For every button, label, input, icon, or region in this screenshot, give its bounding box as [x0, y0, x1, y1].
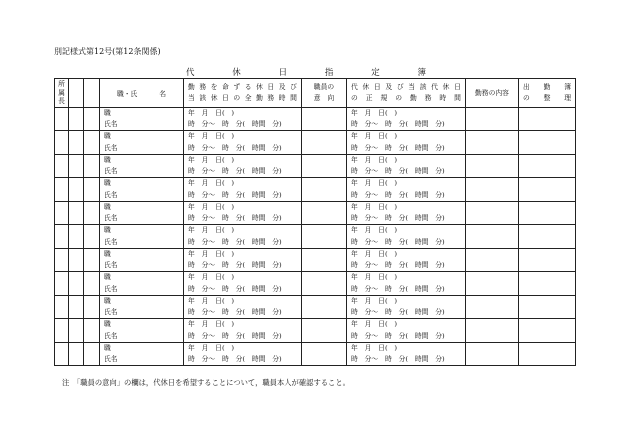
ledger-row — [55, 131, 576, 154]
name-label: 氏名 — [104, 284, 118, 293]
blank-cell — [84, 201, 100, 224]
header-details-line: 勤務の内容 — [475, 88, 509, 97]
ledger-row — [55, 178, 576, 201]
time-line: 時 分～ 時 分( 時間 分) — [188, 167, 282, 176]
ordered-work-cell — [184, 201, 302, 224]
header-char: 全 — [244, 94, 252, 102]
blank-cell — [69, 108, 84, 131]
form-reference: 別記様式第12号(第12条関係) — [54, 47, 161, 56]
ledger-keeping-cell — [519, 225, 576, 248]
department-head-cell — [55, 319, 69, 342]
blank-cell — [69, 248, 84, 271]
department-head-cell — [55, 295, 69, 318]
ledger-keeping-cell — [519, 131, 576, 154]
header-blank-2 — [84, 79, 100, 108]
header-char: 属 — [58, 88, 65, 97]
header-ledger-line — [523, 93, 571, 104]
name-lines — [100, 319, 183, 341]
work-lines — [184, 225, 301, 247]
date-line: 年 月 日( ) — [188, 296, 235, 305]
header-work-line — [188, 82, 297, 93]
date-line: 年 月 日( ) — [188, 273, 235, 282]
header-intent-line: 職員の — [313, 83, 335, 91]
substitute-lines — [347, 131, 465, 153]
work-lines — [184, 131, 301, 153]
ledger-keeping-cell — [519, 108, 576, 131]
date-line: 年 月 日( ) — [351, 320, 398, 329]
blank-cell — [69, 131, 84, 154]
date-line: 年 月 日( ) — [351, 155, 398, 164]
substitute-holiday-cell — [347, 248, 466, 271]
employee-intent-cell — [302, 201, 347, 224]
post-label: 職 — [104, 132, 111, 141]
blank-cell — [69, 154, 84, 177]
header-char: る — [244, 83, 252, 91]
department-head-cell — [55, 201, 69, 224]
time-line: 時 分～ 時 分( 時間 分) — [188, 331, 282, 340]
substitute-lines — [347, 296, 465, 318]
header-char: 簿 — [564, 83, 571, 91]
header-char: 務 — [199, 83, 207, 91]
ledger-row — [55, 319, 576, 342]
header-char: 当 — [408, 83, 416, 91]
header-char: の — [523, 94, 530, 102]
ordered-work-cell — [184, 272, 302, 295]
name-lines — [100, 249, 183, 271]
header-char: 間 — [454, 94, 461, 102]
employee-intent-cell — [302, 131, 347, 154]
header-char: 日 — [373, 83, 381, 91]
name-lines — [100, 296, 183, 318]
substitute-holiday-cell — [347, 342, 466, 365]
work-details-cell — [466, 319, 519, 342]
post-label: 職 — [104, 155, 111, 164]
department-head-cell — [55, 342, 69, 365]
header-char: 勤 — [543, 83, 551, 91]
employee-intent-cell — [302, 225, 347, 248]
header-char: 代 — [431, 83, 438, 91]
header-blank-1 — [69, 79, 84, 108]
header-ordered-work — [184, 79, 302, 108]
ordered-work-cell — [184, 342, 302, 365]
department-head-cell — [55, 154, 69, 177]
ordered-work-cell — [184, 295, 302, 318]
header-name-part: 職・氏 — [116, 90, 138, 98]
header-char: 及 — [278, 83, 286, 91]
date-line: 年 月 日( ) — [351, 296, 398, 305]
blank-cell — [69, 178, 84, 201]
post-label: 職 — [104, 202, 111, 211]
blank-cell — [69, 319, 84, 342]
date-line: 年 月 日( ) — [188, 343, 235, 352]
blank-cell — [84, 319, 100, 342]
ledger-keeping-cell — [519, 342, 576, 365]
date-line: 年 月 日( ) — [351, 109, 398, 117]
ledger-keeping-cell — [519, 248, 576, 271]
employee-intent-cell — [302, 272, 347, 295]
employee-intent-cell — [302, 108, 347, 131]
work-lines — [184, 108, 301, 130]
name-cell — [100, 154, 184, 177]
employee-intent-cell — [302, 295, 347, 318]
header-char: 出 — [523, 83, 530, 91]
time-line: 時 分～ 時 分( 時間 分) — [351, 143, 445, 152]
name-lines — [100, 178, 183, 200]
post-label: 職 — [104, 179, 111, 188]
post-label: 職 — [104, 343, 111, 352]
name-lines — [100, 272, 183, 294]
header-char: 長 — [58, 97, 65, 106]
time-line: 時 分～ 時 分( 時間 分) — [351, 331, 445, 340]
ledger-keeping-cell — [519, 272, 576, 295]
blank-cell — [84, 178, 100, 201]
substitute-lines — [347, 202, 465, 224]
header-char: 整 — [543, 94, 551, 102]
date-line: 年 月 日( ) — [188, 320, 235, 329]
header-char: 休 — [256, 83, 263, 91]
blank-cell — [84, 154, 100, 177]
date-line: 年 月 日( ) — [351, 179, 398, 188]
blank-cell — [84, 295, 100, 318]
time-line: 時 分～ 時 分( 時間 分) — [351, 214, 445, 223]
title-char: 簿 — [417, 68, 426, 78]
ledger-keeping-cell — [519, 201, 576, 224]
ordered-work-cell — [184, 154, 302, 177]
date-line: 年 月 日( ) — [188, 155, 235, 164]
header-char: 務 — [267, 94, 275, 102]
header-char: 勤 — [188, 83, 195, 91]
name-lines — [100, 202, 183, 224]
employee-intent-cell — [302, 248, 347, 271]
header-char: を — [210, 83, 218, 91]
substitute-holiday-ledger-table — [54, 78, 576, 366]
date-line: 年 月 日( ) — [188, 226, 235, 235]
name-label: 氏名 — [104, 190, 118, 199]
name-cell — [100, 201, 184, 224]
substitute-holiday-cell — [347, 154, 466, 177]
work-lines — [184, 202, 301, 224]
header-char: の — [395, 94, 402, 102]
name-cell — [100, 131, 184, 154]
substitute-lines — [347, 178, 465, 200]
time-line: 時 分～ 時 分( 時間 分) — [188, 308, 282, 317]
post-label: 職 — [104, 320, 111, 329]
time-line: 時 分～ 時 分( 時間 分) — [351, 284, 445, 293]
blank-cell — [84, 248, 100, 271]
work-details-cell — [466, 295, 519, 318]
substitute-holiday-cell — [347, 272, 466, 295]
blank-cell — [84, 272, 100, 295]
header-char: 休 — [362, 83, 370, 91]
header-work-details — [466, 79, 519, 108]
name-lines — [100, 343, 183, 365]
name-cell — [100, 108, 184, 131]
time-line: 時 分～ 時 分( 時間 分) — [351, 190, 445, 199]
department-head-cell — [55, 248, 69, 271]
ledger-keeping-cell — [519, 295, 576, 318]
work-details-cell — [466, 225, 519, 248]
ledger-row — [55, 248, 576, 271]
time-line: 時 分～ 時 分( 時間 分) — [188, 284, 282, 293]
post-label: 職 — [104, 226, 111, 235]
header-char: 間 — [290, 94, 297, 102]
header-char: び — [290, 83, 297, 91]
header-char: 勤 — [256, 94, 263, 102]
header-ledger-keeping — [519, 79, 576, 108]
substitute-holiday-cell — [347, 319, 466, 342]
name-lines — [100, 225, 183, 247]
time-line: 時 分～ 時 分( 時間 分) — [188, 261, 282, 270]
name-cell — [100, 295, 184, 318]
footnote: 注 「職員の意向」の欄は，代休日を希望することについて，職員本人が確認すること。 — [62, 378, 350, 387]
time-line: 時 分～ 時 分( 時間 分) — [188, 190, 282, 199]
ordered-work-cell — [184, 319, 302, 342]
work-lines — [184, 343, 301, 365]
date-line: 年 月 日( ) — [188, 109, 235, 117]
employee-intent-cell — [302, 154, 347, 177]
header-department-head — [55, 79, 69, 108]
name-cell — [100, 319, 184, 342]
title-char: 定 — [371, 68, 380, 78]
date-line: 年 月 日( ) — [188, 249, 235, 258]
ledger-row — [55, 272, 576, 295]
time-line: 時 分～ 時 分( 時間 分) — [188, 237, 282, 246]
ledger-row — [55, 154, 576, 177]
ledger-keeping-cell — [519, 319, 576, 342]
header-name-part: 名 — [159, 90, 167, 98]
header-char: 日 — [454, 83, 461, 91]
ledger-row — [55, 108, 576, 131]
work-lines — [184, 178, 301, 200]
substitute-lines — [347, 343, 465, 365]
date-line: 年 月 日( ) — [188, 132, 235, 141]
work-lines — [184, 296, 301, 318]
work-details-cell — [466, 154, 519, 177]
post-label: 職 — [104, 249, 111, 258]
name-lines — [100, 108, 183, 130]
header-char: び — [396, 83, 404, 91]
work-details-cell — [466, 178, 519, 201]
header-intent-line: 意 向 — [313, 94, 335, 102]
ledger-keeping-cell — [519, 154, 576, 177]
header-name — [100, 79, 184, 108]
substitute-holiday-cell — [347, 108, 466, 131]
header-char: 理 — [564, 94, 571, 102]
name-label: 氏名 — [104, 214, 118, 223]
blank-cell — [84, 131, 100, 154]
ordered-work-cell — [184, 131, 302, 154]
time-line: 時 分～ 時 分( 時間 分) — [188, 214, 282, 223]
employee-intent-cell — [302, 319, 347, 342]
time-line: 時 分～ 時 分( 時間 分) — [351, 120, 445, 129]
department-head-cell — [55, 272, 69, 295]
date-line: 年 月 日( ) — [351, 226, 398, 235]
time-line: 時 分～ 時 分( 時間 分) — [351, 308, 445, 317]
header-char: 日 — [222, 94, 229, 102]
header-work-line — [188, 93, 297, 104]
name-lines — [100, 155, 183, 177]
name-label: 氏名 — [104, 120, 118, 129]
header-char: 勤 — [409, 94, 417, 102]
ledger-row — [55, 201, 576, 224]
ordered-work-cell — [184, 178, 302, 201]
header-char: 時 — [439, 94, 447, 102]
header-char: の — [351, 94, 358, 102]
substitute-lines — [347, 225, 465, 247]
name-cell — [100, 342, 184, 365]
post-label: 職 — [104, 109, 111, 117]
name-cell — [100, 225, 184, 248]
department-head-cell — [55, 178, 69, 201]
department-head-cell — [55, 108, 69, 131]
work-details-cell — [466, 108, 519, 131]
date-line: 年 月 日( ) — [188, 202, 235, 211]
name-label: 氏名 — [104, 308, 118, 317]
post-label: 職 — [104, 273, 111, 282]
substitute-holiday-cell — [347, 131, 466, 154]
header-char: の — [233, 94, 241, 102]
work-lines — [184, 249, 301, 271]
ledger-keeping-cell — [519, 178, 576, 201]
header-substitute-line — [351, 93, 461, 104]
time-line: 時 分～ 時 分( 時間 分) — [351, 167, 445, 176]
work-lines — [184, 272, 301, 294]
ledger-row — [55, 295, 576, 318]
name-cell — [100, 248, 184, 271]
date-line: 年 月 日( ) — [351, 249, 398, 258]
substitute-lines — [347, 249, 465, 271]
header-ledger-line — [523, 82, 571, 93]
header-char: 該 — [199, 94, 207, 102]
name-label: 氏名 — [104, 237, 118, 246]
date-line: 年 月 日( ) — [188, 179, 235, 188]
header-char: ず — [233, 83, 241, 91]
department-head-cell — [55, 225, 69, 248]
ordered-work-cell — [184, 108, 302, 131]
work-lines — [184, 155, 301, 177]
work-details-cell — [466, 248, 519, 271]
post-label: 職 — [104, 296, 111, 305]
work-details-cell — [466, 272, 519, 295]
name-lines — [100, 131, 183, 153]
header-char: 及 — [385, 83, 393, 91]
header-char: 休 — [210, 94, 218, 102]
header-char: 代 — [351, 83, 358, 91]
header-char: 時 — [278, 94, 286, 102]
title-char: 代 — [186, 68, 195, 78]
work-details-cell — [466, 342, 519, 365]
blank-cell — [69, 342, 84, 365]
blank-cell — [69, 201, 84, 224]
substitute-lines — [347, 272, 465, 294]
title-char: 指 — [324, 68, 334, 78]
time-line: 時 分～ 時 分( 時間 分) — [351, 355, 445, 363]
substitute-holiday-cell — [347, 225, 466, 248]
employee-intent-cell — [302, 342, 347, 365]
date-line: 年 月 日( ) — [351, 132, 398, 141]
name-label: 氏名 — [104, 143, 118, 152]
date-line: 年 月 日( ) — [351, 202, 398, 211]
date-line: 年 月 日( ) — [351, 343, 398, 352]
header-char: 休 — [442, 83, 450, 91]
header-char: 所 — [58, 80, 65, 89]
time-line: 時 分～ 時 分( 時間 分) — [188, 355, 282, 363]
substitute-holiday-cell — [347, 201, 466, 224]
name-label: 氏名 — [104, 355, 118, 363]
name-label: 氏名 — [104, 167, 118, 176]
ledger-body — [55, 108, 576, 366]
header-substitute-line — [351, 82, 461, 93]
substitute-lines — [347, 108, 465, 130]
header-row — [55, 79, 576, 108]
work-lines — [184, 319, 301, 341]
ordered-work-cell — [184, 225, 302, 248]
form-title — [186, 66, 426, 78]
name-label: 氏名 — [104, 331, 118, 340]
blank-cell — [84, 108, 100, 131]
time-line: 時 分～ 時 分( 時間 分) — [351, 237, 445, 246]
ledger-row — [55, 342, 576, 365]
header-substitute-holiday — [347, 79, 466, 108]
time-line: 時 分～ 時 分( 時間 分) — [351, 261, 445, 270]
blank-cell — [69, 295, 84, 318]
work-details-cell — [466, 131, 519, 154]
substitute-holiday-cell — [347, 295, 466, 318]
substitute-lines — [347, 319, 465, 341]
work-details-cell — [466, 201, 519, 224]
title-char: 休 — [232, 68, 241, 78]
header-char: 命 — [222, 83, 229, 91]
name-cell — [100, 272, 184, 295]
header-char: 規 — [380, 94, 388, 102]
department-head-cell — [55, 131, 69, 154]
header-char: 正 — [365, 94, 373, 102]
header-employee-intent — [302, 79, 347, 108]
ledger-row — [55, 225, 576, 248]
header-char: 務 — [424, 94, 432, 102]
substitute-holiday-cell — [347, 178, 466, 201]
employee-intent-cell — [302, 178, 347, 201]
time-line: 時 分～ 時 分( 時間 分) — [188, 120, 282, 129]
ordered-work-cell — [184, 248, 302, 271]
time-line: 時 分～ 時 分( 時間 分) — [188, 143, 282, 152]
header-char: 日 — [267, 83, 275, 91]
name-label: 氏名 — [104, 261, 118, 270]
substitute-lines — [347, 155, 465, 177]
date-line: 年 月 日( ) — [351, 273, 398, 282]
header-char: 当 — [188, 94, 195, 102]
blank-cell — [69, 272, 84, 295]
blank-cell — [84, 225, 100, 248]
name-cell — [100, 178, 184, 201]
title-char: 日 — [278, 68, 288, 78]
blank-cell — [69, 225, 84, 248]
header-char: 該 — [419, 83, 427, 91]
blank-cell — [84, 342, 100, 365]
